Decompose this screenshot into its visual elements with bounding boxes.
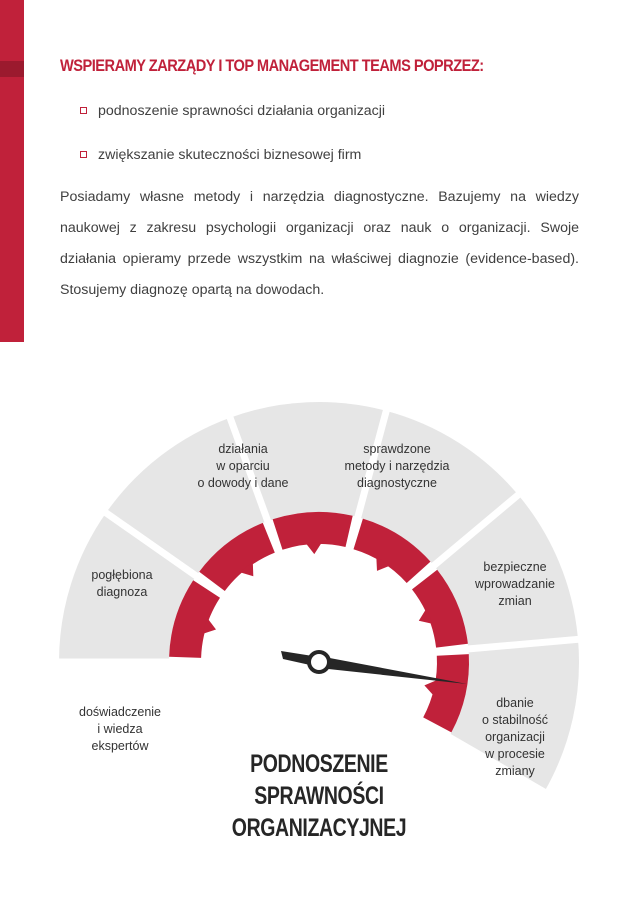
bullet-item bbox=[80, 103, 385, 147]
segment-label-stability: dbanie o stabilność organizacji w procesie zmiany bbox=[481, 696, 548, 778]
segment-label-diagnosis: pogłębiona diagnoza bbox=[91, 568, 153, 599]
bullet-list bbox=[80, 103, 385, 191]
segment-label-experience: doświadczenie i wiedza ekspertów bbox=[79, 705, 161, 753]
square-bullet-icon bbox=[80, 107, 87, 114]
segment-label-safe-change: bezpieczne wprowadzanie zmian bbox=[475, 560, 555, 608]
intro-paragraph: Posiadamy własne metody i narzędzia diagnostyczne. Bazujemy na wiedzy naukowej z zakresu psychologii organizacji oraz nauk o organizacji. Swoje działania opieramy przede wszystkim na właściwej diagnozie (evidence-based). Stosujemy diagnozę opartą na dowodach. bbox=[60, 189, 579, 298]
section-heading: WSPIERAMY ZARZĄDY I TOP MANAGEMENT TEAMS POPRZEZ: bbox=[60, 56, 484, 75]
segment-label-evidence: działania w oparciu o dowody i dane bbox=[197, 442, 289, 490]
segment-label-methods: sprawdzone metody i narzędzia diagnostyczne bbox=[344, 442, 450, 490]
gauge-needle-pivot bbox=[309, 652, 329, 672]
bullet-text: zwiększanie skuteczności biznesowej firm bbox=[98, 147, 362, 163]
square-bullet-icon bbox=[80, 151, 87, 158]
bullet-text: podnoszenie sprawności działania organizacji bbox=[98, 103, 386, 119]
center-title: PODNOSZENIE SPRAWNOŚCI ORGANIZACYJNEJ bbox=[231, 750, 407, 842]
side-accent-bar bbox=[0, 0, 24, 342]
side-accent-notch bbox=[0, 61, 24, 77]
